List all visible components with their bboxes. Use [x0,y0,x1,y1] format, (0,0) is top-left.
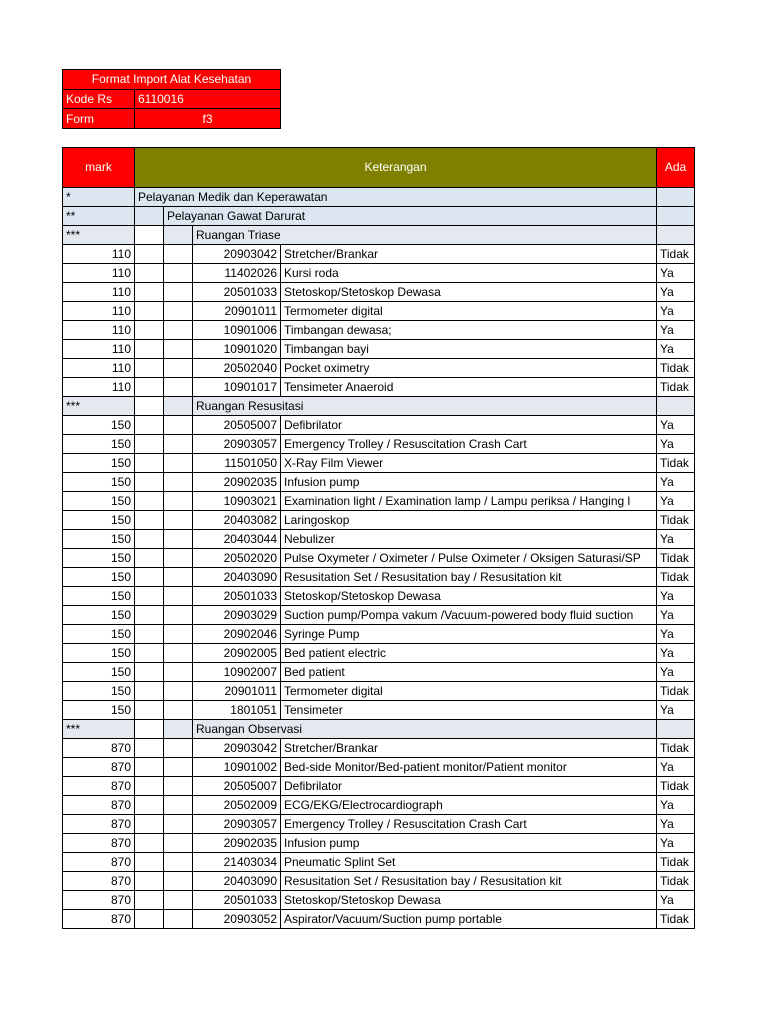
indent-cell [164,511,193,530]
indent-cell [164,359,193,378]
indent-cell [135,378,164,397]
table-row [63,492,695,511]
kode-rs-value[interactable]: 6110016 [135,89,281,109]
table-row [63,815,695,834]
item-code: 20502009 [193,796,281,815]
row-mark: 150 [63,511,135,530]
indent-cell [164,416,193,435]
room-label: Ruangan Resusitasi [193,397,657,416]
indent-cell [135,207,164,226]
row-mark: 150 [63,587,135,606]
indent-cell [135,758,164,777]
item-name: Stetoskop/Stetoskop Dewasa [281,283,657,302]
indent-cell [135,625,164,644]
item-name: Syringe Pump [281,625,657,644]
table-row [63,663,695,682]
item-name: Infusion pump [281,834,657,853]
row-mark: 110 [63,340,135,359]
table-row [63,872,695,891]
table-row [63,454,695,473]
table-row [63,416,695,435]
row-mark: 150 [63,435,135,454]
indent-cell [164,834,193,853]
indent-cell [164,720,193,739]
row-mark: ** [63,207,135,226]
item-name: Emergency Trolley / Resuscitation Crash Cart [281,435,657,454]
import-info-table [62,69,281,129]
indent-cell [164,872,193,891]
table-row [63,340,695,359]
ada-value[interactable]: Ya [657,530,695,549]
table-row [63,549,695,568]
indent-cell [135,701,164,720]
item-code: 10901006 [193,321,281,340]
indent-cell [164,245,193,264]
indent-cell [164,492,193,511]
table-row [63,853,695,872]
table-row [63,701,695,720]
kode-rs-label: Kode Rs [63,89,135,109]
ada-value[interactable]: Tidak [657,378,695,397]
indent-cell [135,739,164,758]
indent-cell [164,530,193,549]
indent-cell [164,910,193,929]
row-mark: 110 [63,245,135,264]
row-mark: * [63,188,135,207]
room-row [63,397,695,416]
row-mark: 150 [63,606,135,625]
table-row [63,530,695,549]
item-code: 20502020 [193,549,281,568]
row-mark: 150 [63,701,135,720]
item-name: Defibrilator [281,416,657,435]
item-code: 20903052 [193,910,281,929]
item-name: Pocket oximetry [281,359,657,378]
item-name: Emergency Trolley / Resuscitation Crash Cart [281,815,657,834]
row-mark: 150 [63,625,135,644]
category-label: Pelayanan Medik dan Keperawatan [135,188,657,207]
room-row [63,226,695,245]
ada-value[interactable]: Tidak [657,568,695,587]
indent-cell [135,302,164,321]
indent-cell [164,568,193,587]
indent-cell [135,796,164,815]
indent-cell [164,853,193,872]
ada-value[interactable]: Tidak [657,359,695,378]
indent-cell [135,568,164,587]
row-mark: *** [63,397,135,416]
row-mark: 870 [63,910,135,929]
subcategory-label: Pelayanan Gawat Darurat [164,207,657,226]
ada-cell [657,207,695,226]
equipment-table [62,147,695,929]
table-body [63,188,695,929]
item-code: 10902007 [193,663,281,682]
table-row [63,796,695,815]
indent-cell [164,796,193,815]
row-mark: 110 [63,283,135,302]
ada-value[interactable]: Tidak [657,910,695,929]
ada-value[interactable]: Ya [657,625,695,644]
indent-cell [135,454,164,473]
item-name: Kursi roda [281,264,657,283]
indent-cell [135,283,164,302]
item-name: Termometer digital [281,302,657,321]
indent-cell [164,340,193,359]
item-code: 20902005 [193,644,281,663]
item-code: 11501050 [193,454,281,473]
item-name: Infusion pump [281,473,657,492]
header-keterangan: Keterangan [135,148,657,188]
row-mark: 110 [63,321,135,340]
row-mark: 870 [63,815,135,834]
table-row [63,302,695,321]
ada-value[interactable]: Tidak [657,549,695,568]
indent-cell [135,530,164,549]
item-code: 20502040 [193,359,281,378]
indent-cell [164,739,193,758]
item-name: Stetoskop/Stetoskop Dewasa [281,891,657,910]
ada-value[interactable]: Tidak [657,853,695,872]
indent-cell [164,663,193,682]
table-row [63,910,695,929]
table-row [63,359,695,378]
item-code: 20501033 [193,283,281,302]
ada-value[interactable]: Ya [657,758,695,777]
indent-cell [135,910,164,929]
indent-cell [135,815,164,834]
ada-value[interactable]: Ya [657,834,695,853]
indent-cell [135,720,164,739]
row-mark: 150 [63,549,135,568]
item-name: Tensimeter [281,701,657,720]
item-name: Suction pump/Pompa vakum /Vacuum-powered body fluid suction [281,606,657,625]
indent-cell [135,587,164,606]
category-row [63,188,695,207]
item-name: Laringoskop [281,511,657,530]
item-name: Pneumatic Splint Set [281,853,657,872]
indent-cell [164,549,193,568]
table-row [63,891,695,910]
item-name: Resusitation Set / Resusitation bay / Resusitation kit [281,568,657,587]
item-code: 20902035 [193,473,281,492]
indent-cell [135,777,164,796]
item-name: Tensimeter Anaeroid [281,378,657,397]
table-row [63,777,695,796]
row-mark: 870 [63,834,135,853]
indent-cell [135,321,164,340]
row-mark: 150 [63,473,135,492]
item-name: Bed patient [281,663,657,682]
indent-cell [135,511,164,530]
table-row [63,625,695,644]
item-name: Stetoskop/Stetoskop Dewasa [281,587,657,606]
indent-cell [135,644,164,663]
row-mark: 150 [63,682,135,701]
row-mark: 870 [63,758,135,777]
table-row [63,511,695,530]
item-code: 20903042 [193,739,281,758]
import-title: Format Import Alat Kesehatan [63,70,281,90]
item-code: 20403090 [193,872,281,891]
row-mark: *** [63,720,135,739]
header-mark: mark [63,148,135,188]
row-mark: 110 [63,302,135,321]
item-code: 21403034 [193,853,281,872]
item-code: 20403082 [193,511,281,530]
indent-cell [164,701,193,720]
row-mark: 150 [63,568,135,587]
item-code: 20903029 [193,606,281,625]
indent-cell [135,492,164,511]
form-label: Form [63,109,135,129]
item-code: 20501033 [193,587,281,606]
table-row [63,606,695,625]
indent-cell [135,682,164,701]
ada-value[interactable]: Ya [657,321,695,340]
table-header-row [63,148,695,188]
ada-value[interactable]: Tidak [657,739,695,758]
indent-cell [164,321,193,340]
item-code: 20902046 [193,625,281,644]
ada-value[interactable]: Tidak [657,511,695,530]
indent-cell [135,853,164,872]
subcategory-row [63,207,695,226]
room-label: Ruangan Observasi [193,720,657,739]
row-mark: 110 [63,378,135,397]
ada-value[interactable]: Ya [657,701,695,720]
item-code: 20501033 [193,891,281,910]
indent-cell [164,283,193,302]
indent-cell [135,549,164,568]
indent-cell [135,245,164,264]
indent-cell [164,378,193,397]
ada-value[interactable]: Ya [657,663,695,682]
table-row [63,283,695,302]
item-name: X-Ray Film Viewer [281,454,657,473]
row-mark: 870 [63,872,135,891]
item-code: 20505007 [193,416,281,435]
item-code: 1801051 [193,701,281,720]
ada-value[interactable]: Ya [657,473,695,492]
ada-value[interactable]: Ya [657,302,695,321]
indent-cell [135,473,164,492]
row-mark: 150 [63,530,135,549]
item-code: 20903057 [193,435,281,454]
ada-cell [657,226,695,245]
item-name: Aspirator/Vacuum/Suction pump portable [281,910,657,929]
indent-cell [164,587,193,606]
room-row [63,720,695,739]
table-row [63,473,695,492]
row-mark: 870 [63,891,135,910]
item-code: 20903057 [193,815,281,834]
row-mark: 870 [63,777,135,796]
ada-value[interactable]: Ya [657,606,695,625]
ada-value[interactable]: Ya [657,815,695,834]
indent-cell [135,663,164,682]
row-mark: 870 [63,853,135,872]
item-name: Defibrilator [281,777,657,796]
indent-cell [135,435,164,454]
indent-cell [164,435,193,454]
indent-cell [164,454,193,473]
indent-cell [164,644,193,663]
row-mark: 150 [63,644,135,663]
indent-cell [135,416,164,435]
table-row [63,758,695,777]
indent-cell [164,682,193,701]
indent-cell [135,891,164,910]
table-row [63,834,695,853]
ada-value[interactable]: Ya [657,492,695,511]
item-code: 10901020 [193,340,281,359]
header-ada: Ada [657,148,695,188]
item-name: Bed-side Monitor/Bed-patient monitor/Patient monitor [281,758,657,777]
ada-value[interactable]: Tidak [657,245,695,264]
row-mark: 150 [63,492,135,511]
table-row [63,378,695,397]
ada-value[interactable]: Ya [657,283,695,302]
table-row [63,568,695,587]
ada-value[interactable]: Tidak [657,682,695,701]
item-code: 20403044 [193,530,281,549]
indent-cell [164,777,193,796]
item-code: 20903042 [193,245,281,264]
item-name: Stretcher/Brankar [281,739,657,758]
item-code: 20901011 [193,682,281,701]
ada-value[interactable]: Ya [657,587,695,606]
table-row [63,739,695,758]
indent-cell [135,264,164,283]
indent-cell [135,340,164,359]
item-name: Timbangan dewasa; [281,321,657,340]
table-row [63,682,695,701]
table-row [63,245,695,264]
row-mark: *** [63,226,135,245]
item-name: Pulse Oxymeter / Oximeter / Pulse Oximeter / Oksigen Saturasi/SP [281,549,657,568]
item-name: Stretcher/Brankar [281,245,657,264]
indent-cell [164,302,193,321]
item-code: 20403090 [193,568,281,587]
indent-cell [164,473,193,492]
indent-cell [135,606,164,625]
indent-cell [164,397,193,416]
item-name: Examination light / Examination lamp / Lampu periksa / Hanging l [281,492,657,511]
table-row [63,587,695,606]
ada-value[interactable]: Tidak [657,454,695,473]
item-code: 11402026 [193,264,281,283]
table-row [63,321,695,340]
indent-cell [164,226,193,245]
item-code: 10901017 [193,378,281,397]
form-value[interactable]: f3 [135,109,281,129]
item-code: 20505007 [193,777,281,796]
table-row [63,644,695,663]
indent-cell [164,815,193,834]
ada-cell [657,720,695,739]
item-code: 20902035 [193,834,281,853]
ada-value[interactable]: Ya [657,340,695,359]
ada-cell [657,397,695,416]
room-label: Ruangan Triase [193,226,657,245]
indent-cell [135,872,164,891]
item-name: Bed patient electric [281,644,657,663]
indent-cell [164,625,193,644]
table-row [63,264,695,283]
row-mark: 870 [63,796,135,815]
row-mark: 150 [63,416,135,435]
indent-cell [164,891,193,910]
indent-cell [164,264,193,283]
indent-cell [135,834,164,853]
item-code: 10903021 [193,492,281,511]
indent-cell [135,397,164,416]
item-code: 20901011 [193,302,281,321]
ada-value[interactable]: Ya [657,416,695,435]
item-code: 10901002 [193,758,281,777]
indent-cell [164,606,193,625]
ada-value[interactable]: Ya [657,891,695,910]
row-mark: 870 [63,739,135,758]
indent-cell [164,758,193,777]
ada-cell [657,188,695,207]
item-name: Termometer digital [281,682,657,701]
ada-value[interactable]: Ya [657,644,695,663]
indent-cell [135,226,164,245]
item-name: Resusitation Set / Resusitation bay / Resusitation kit [281,872,657,891]
ada-value[interactable]: Ya [657,264,695,283]
ada-value[interactable]: Ya [657,796,695,815]
item-name: Nebulizer [281,530,657,549]
item-name: Timbangan bayi [281,340,657,359]
ada-value[interactable]: Tidak [657,777,695,796]
row-mark: 150 [63,663,135,682]
ada-value[interactable]: Ya [657,435,695,454]
row-mark: 110 [63,264,135,283]
row-mark: 150 [63,454,135,473]
table-row [63,435,695,454]
ada-value[interactable]: Tidak [657,872,695,891]
row-mark: 110 [63,359,135,378]
item-name: ECG/EKG/Electrocardiograph [281,796,657,815]
indent-cell [135,359,164,378]
